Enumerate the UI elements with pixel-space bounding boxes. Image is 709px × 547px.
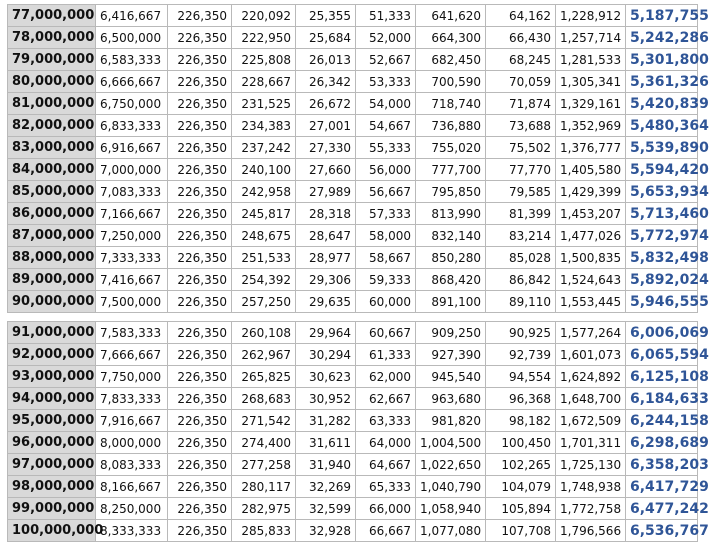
gross-amount-cell: 92,000,000 xyxy=(8,344,96,366)
value-cell: 226,350 xyxy=(168,203,232,225)
net-amount-cell: 5,420,839 xyxy=(626,93,698,115)
value-cell: 61,333 xyxy=(356,344,416,366)
value-cell: 755,020 xyxy=(416,137,486,159)
value-cell: 226,350 xyxy=(168,5,232,27)
value-cell: 27,001 xyxy=(296,115,356,137)
value-cell: 265,825 xyxy=(232,366,296,388)
value-cell: 1,405,580 xyxy=(556,159,626,181)
table-row xyxy=(8,476,698,498)
value-cell: 271,542 xyxy=(232,410,296,432)
value-cell: 718,740 xyxy=(416,93,486,115)
value-cell: 7,916,667 xyxy=(96,410,168,432)
value-cell: 225,808 xyxy=(232,49,296,71)
gross-amount-cell: 84,000,000 xyxy=(8,159,96,181)
gross-amount-cell: 82,000,000 xyxy=(8,115,96,137)
value-cell: 736,880 xyxy=(416,115,486,137)
net-amount-cell: 5,946,555 xyxy=(626,291,698,313)
value-cell: 234,383 xyxy=(232,115,296,137)
gross-amount-cell: 91,000,000 xyxy=(8,322,96,344)
value-cell: 32,269 xyxy=(296,476,356,498)
value-cell: 1,624,892 xyxy=(556,366,626,388)
net-amount-cell: 6,244,158 xyxy=(626,410,698,432)
table-row xyxy=(8,93,698,115)
value-cell: 1,648,700 xyxy=(556,388,626,410)
value-cell: 81,399 xyxy=(486,203,556,225)
value-cell: 7,083,333 xyxy=(96,181,168,203)
value-cell: 52,000 xyxy=(356,27,416,49)
value-cell: 66,667 xyxy=(356,520,416,542)
value-cell: 226,350 xyxy=(168,476,232,498)
gross-amount-cell: 98,000,000 xyxy=(8,476,96,498)
value-cell: 220,092 xyxy=(232,5,296,27)
value-cell: 28,318 xyxy=(296,203,356,225)
value-cell: 7,416,667 xyxy=(96,269,168,291)
net-amount-cell: 6,125,108 xyxy=(626,366,698,388)
value-cell: 26,342 xyxy=(296,71,356,93)
gross-amount-cell: 99,000,000 xyxy=(8,498,96,520)
net-amount-cell: 6,358,203 xyxy=(626,454,698,476)
value-cell: 813,990 xyxy=(416,203,486,225)
value-cell: 262,967 xyxy=(232,344,296,366)
value-cell: 7,250,000 xyxy=(96,225,168,247)
value-cell: 1,500,835 xyxy=(556,247,626,269)
value-cell: 927,390 xyxy=(416,344,486,366)
value-cell: 1,352,969 xyxy=(556,115,626,137)
value-cell: 226,350 xyxy=(168,247,232,269)
value-cell: 226,350 xyxy=(168,432,232,454)
table-row xyxy=(8,291,698,313)
value-cell: 700,590 xyxy=(416,71,486,93)
value-cell: 240,100 xyxy=(232,159,296,181)
value-cell: 27,989 xyxy=(296,181,356,203)
value-cell: 280,117 xyxy=(232,476,296,498)
value-cell: 226,350 xyxy=(168,454,232,476)
value-cell: 25,355 xyxy=(296,5,356,27)
value-cell: 92,739 xyxy=(486,344,556,366)
value-cell: 65,333 xyxy=(356,476,416,498)
value-cell: 64,162 xyxy=(486,5,556,27)
value-cell: 1,701,311 xyxy=(556,432,626,454)
table-row xyxy=(8,388,698,410)
net-amount-cell: 6,184,633 xyxy=(626,388,698,410)
gross-amount-cell: 97,000,000 xyxy=(8,454,96,476)
value-cell: 107,708 xyxy=(486,520,556,542)
table-row xyxy=(8,322,698,344)
value-cell: 79,585 xyxy=(486,181,556,203)
table-row xyxy=(8,5,698,27)
value-cell: 251,533 xyxy=(232,247,296,269)
value-cell: 57,333 xyxy=(356,203,416,225)
value-cell: 6,583,333 xyxy=(96,49,168,71)
value-cell: 94,554 xyxy=(486,366,556,388)
net-amount-cell: 5,187,755 xyxy=(626,5,698,27)
gross-amount-cell: 81,000,000 xyxy=(8,93,96,115)
net-amount-cell: 5,361,326 xyxy=(626,71,698,93)
value-cell: 226,350 xyxy=(168,269,232,291)
value-cell: 66,430 xyxy=(486,27,556,49)
value-cell: 31,940 xyxy=(296,454,356,476)
value-cell: 32,599 xyxy=(296,498,356,520)
value-cell: 100,450 xyxy=(486,432,556,454)
value-cell: 32,928 xyxy=(296,520,356,542)
table-row xyxy=(8,269,698,291)
net-amount-cell: 6,477,242 xyxy=(626,498,698,520)
gross-amount-cell: 83,000,000 xyxy=(8,137,96,159)
net-amount-cell: 5,772,974 xyxy=(626,225,698,247)
value-cell: 795,850 xyxy=(416,181,486,203)
value-cell: 226,350 xyxy=(168,27,232,49)
value-cell: 31,282 xyxy=(296,410,356,432)
gross-amount-cell: 95,000,000 xyxy=(8,410,96,432)
table-row xyxy=(8,366,698,388)
value-cell: 1,257,714 xyxy=(556,27,626,49)
value-cell: 226,350 xyxy=(168,388,232,410)
net-amount-cell: 5,832,498 xyxy=(626,247,698,269)
value-cell: 248,675 xyxy=(232,225,296,247)
value-cell: 60,667 xyxy=(356,322,416,344)
value-cell: 104,079 xyxy=(486,476,556,498)
gross-amount-cell: 85,000,000 xyxy=(8,181,96,203)
value-cell: 85,028 xyxy=(486,247,556,269)
value-cell: 28,977 xyxy=(296,247,356,269)
value-cell: 285,833 xyxy=(232,520,296,542)
value-cell: 1,329,161 xyxy=(556,93,626,115)
value-cell: 77,770 xyxy=(486,159,556,181)
value-cell: 945,540 xyxy=(416,366,486,388)
table-row xyxy=(8,225,698,247)
net-amount-cell: 5,539,890 xyxy=(626,137,698,159)
value-cell: 56,000 xyxy=(356,159,416,181)
value-cell: 31,611 xyxy=(296,432,356,454)
value-cell: 26,672 xyxy=(296,93,356,115)
value-cell: 98,182 xyxy=(486,410,556,432)
value-cell: 8,166,667 xyxy=(96,476,168,498)
gross-amount-cell: 79,000,000 xyxy=(8,49,96,71)
net-amount-cell: 5,892,024 xyxy=(626,269,698,291)
value-cell: 226,350 xyxy=(168,410,232,432)
gross-amount-cell: 100,000,000 xyxy=(8,520,96,542)
value-cell: 7,500,000 xyxy=(96,291,168,313)
value-cell: 260,108 xyxy=(232,322,296,344)
net-amount-cell: 5,301,800 xyxy=(626,49,698,71)
value-cell: 641,620 xyxy=(416,5,486,27)
value-cell: 226,350 xyxy=(168,93,232,115)
value-cell: 55,333 xyxy=(356,137,416,159)
table-row xyxy=(8,159,698,181)
value-cell: 1,601,073 xyxy=(556,344,626,366)
value-cell: 1,228,912 xyxy=(556,5,626,27)
value-cell: 1,748,938 xyxy=(556,476,626,498)
value-cell: 226,350 xyxy=(168,115,232,137)
value-cell: 1,577,264 xyxy=(556,322,626,344)
value-cell: 29,306 xyxy=(296,269,356,291)
value-cell: 1,453,207 xyxy=(556,203,626,225)
value-cell: 30,623 xyxy=(296,366,356,388)
value-cell: 6,833,333 xyxy=(96,115,168,137)
value-cell: 27,330 xyxy=(296,137,356,159)
value-cell: 6,500,000 xyxy=(96,27,168,49)
value-cell: 7,833,333 xyxy=(96,388,168,410)
value-cell: 7,750,000 xyxy=(96,366,168,388)
value-cell: 60,000 xyxy=(356,291,416,313)
value-cell: 1,281,533 xyxy=(556,49,626,71)
value-cell: 891,100 xyxy=(416,291,486,313)
value-cell: 83,214 xyxy=(486,225,556,247)
value-cell: 58,667 xyxy=(356,247,416,269)
gross-amount-cell: 86,000,000 xyxy=(8,203,96,225)
value-cell: 52,667 xyxy=(356,49,416,71)
value-cell: 53,333 xyxy=(356,71,416,93)
value-cell: 8,000,000 xyxy=(96,432,168,454)
value-cell: 226,350 xyxy=(168,344,232,366)
table-row xyxy=(8,203,698,225)
value-cell: 1,477,026 xyxy=(556,225,626,247)
value-cell: 242,958 xyxy=(232,181,296,203)
gross-amount-cell: 78,000,000 xyxy=(8,27,96,49)
value-cell: 868,420 xyxy=(416,269,486,291)
net-amount-cell: 5,242,286 xyxy=(626,27,698,49)
table-row xyxy=(8,520,698,542)
value-cell: 245,817 xyxy=(232,203,296,225)
value-cell: 29,635 xyxy=(296,291,356,313)
value-cell: 226,350 xyxy=(168,137,232,159)
value-cell: 7,166,667 xyxy=(96,203,168,225)
value-cell: 75,502 xyxy=(486,137,556,159)
table-row xyxy=(8,27,698,49)
value-cell: 1,429,399 xyxy=(556,181,626,203)
value-cell: 1,725,130 xyxy=(556,454,626,476)
value-cell: 29,964 xyxy=(296,322,356,344)
net-amount-cell: 5,594,420 xyxy=(626,159,698,181)
value-cell: 226,350 xyxy=(168,71,232,93)
value-cell: 26,013 xyxy=(296,49,356,71)
value-cell: 89,110 xyxy=(486,291,556,313)
value-cell: 6,416,667 xyxy=(96,5,168,27)
value-cell: 237,242 xyxy=(232,137,296,159)
table-row xyxy=(8,49,698,71)
value-cell: 7,000,000 xyxy=(96,159,168,181)
gross-amount-cell: 93,000,000 xyxy=(8,366,96,388)
value-cell: 231,525 xyxy=(232,93,296,115)
value-cell: 54,667 xyxy=(356,115,416,137)
table-row xyxy=(8,115,698,137)
value-cell: 51,333 xyxy=(356,5,416,27)
value-cell: 70,059 xyxy=(486,71,556,93)
value-cell: 226,350 xyxy=(168,181,232,203)
net-amount-cell: 6,417,729 xyxy=(626,476,698,498)
net-amount-cell: 6,006,069 xyxy=(626,322,698,344)
value-cell: 664,300 xyxy=(416,27,486,49)
net-amount-cell: 6,536,767 xyxy=(626,520,698,542)
value-cell: 909,250 xyxy=(416,322,486,344)
table-row xyxy=(8,432,698,454)
value-cell: 30,294 xyxy=(296,344,356,366)
value-cell: 6,750,000 xyxy=(96,93,168,115)
value-cell: 226,350 xyxy=(168,498,232,520)
value-cell: 102,265 xyxy=(486,454,556,476)
gross-amount-cell: 94,000,000 xyxy=(8,388,96,410)
value-cell: 90,925 xyxy=(486,322,556,344)
table-row xyxy=(8,247,698,269)
value-cell: 1,376,777 xyxy=(556,137,626,159)
value-cell: 105,894 xyxy=(486,498,556,520)
value-cell: 257,250 xyxy=(232,291,296,313)
value-cell: 63,333 xyxy=(356,410,416,432)
salary-table-1 xyxy=(7,4,709,313)
value-cell: 96,368 xyxy=(486,388,556,410)
value-cell: 8,333,333 xyxy=(96,520,168,542)
value-cell: 25,684 xyxy=(296,27,356,49)
table-row xyxy=(8,410,698,432)
net-amount-cell: 6,065,594 xyxy=(626,344,698,366)
net-amount-cell: 5,653,934 xyxy=(626,181,698,203)
value-cell: 62,000 xyxy=(356,366,416,388)
value-cell: 226,350 xyxy=(168,520,232,542)
value-cell: 226,350 xyxy=(168,159,232,181)
value-cell: 222,950 xyxy=(232,27,296,49)
gross-amount-cell: 90,000,000 xyxy=(8,291,96,313)
value-cell: 73,688 xyxy=(486,115,556,137)
value-cell: 1,553,445 xyxy=(556,291,626,313)
value-cell: 1,796,566 xyxy=(556,520,626,542)
gross-amount-cell: 88,000,000 xyxy=(8,247,96,269)
value-cell: 27,660 xyxy=(296,159,356,181)
value-cell: 62,667 xyxy=(356,388,416,410)
value-cell: 8,083,333 xyxy=(96,454,168,476)
value-cell: 59,333 xyxy=(356,269,416,291)
value-cell: 1,524,643 xyxy=(556,269,626,291)
value-cell: 8,250,000 xyxy=(96,498,168,520)
value-cell: 963,680 xyxy=(416,388,486,410)
value-cell: 1,040,790 xyxy=(416,476,486,498)
value-cell: 1,077,080 xyxy=(416,520,486,542)
value-cell: 1,058,940 xyxy=(416,498,486,520)
value-cell: 6,666,667 xyxy=(96,71,168,93)
value-cell: 1,305,341 xyxy=(556,71,626,93)
value-cell: 777,700 xyxy=(416,159,486,181)
value-cell: 56,667 xyxy=(356,181,416,203)
value-cell: 7,666,667 xyxy=(96,344,168,366)
gross-amount-cell: 80,000,000 xyxy=(8,71,96,93)
value-cell: 54,000 xyxy=(356,93,416,115)
table-row xyxy=(8,454,698,476)
value-cell: 86,842 xyxy=(486,269,556,291)
value-cell: 64,667 xyxy=(356,454,416,476)
value-cell: 58,000 xyxy=(356,225,416,247)
value-cell: 226,350 xyxy=(168,49,232,71)
value-cell: 277,258 xyxy=(232,454,296,476)
value-cell: 1,004,500 xyxy=(416,432,486,454)
table-row xyxy=(8,137,698,159)
gross-amount-cell: 77,000,000 xyxy=(8,5,96,27)
value-cell: 30,952 xyxy=(296,388,356,410)
value-cell: 66,000 xyxy=(356,498,416,520)
value-cell: 1,672,509 xyxy=(556,410,626,432)
value-cell: 68,245 xyxy=(486,49,556,71)
value-cell: 682,450 xyxy=(416,49,486,71)
table-row xyxy=(8,71,698,93)
value-cell: 226,350 xyxy=(168,291,232,313)
value-cell: 268,683 xyxy=(232,388,296,410)
gross-amount-cell: 96,000,000 xyxy=(8,432,96,454)
value-cell: 7,333,333 xyxy=(96,247,168,269)
table-row xyxy=(8,498,698,520)
net-amount-cell: 5,713,460 xyxy=(626,203,698,225)
value-cell: 274,400 xyxy=(232,432,296,454)
value-cell: 226,350 xyxy=(168,366,232,388)
value-cell: 226,350 xyxy=(168,225,232,247)
value-cell: 226,350 xyxy=(168,322,232,344)
value-cell: 28,647 xyxy=(296,225,356,247)
value-cell: 850,280 xyxy=(416,247,486,269)
value-cell: 71,874 xyxy=(486,93,556,115)
value-cell: 7,583,333 xyxy=(96,322,168,344)
value-cell: 832,140 xyxy=(416,225,486,247)
value-cell: 228,667 xyxy=(232,71,296,93)
value-cell: 981,820 xyxy=(416,410,486,432)
net-amount-cell: 5,480,364 xyxy=(626,115,698,137)
value-cell: 1,772,758 xyxy=(556,498,626,520)
value-cell: 6,916,667 xyxy=(96,137,168,159)
value-cell: 1,022,650 xyxy=(416,454,486,476)
value-cell: 282,975 xyxy=(232,498,296,520)
net-amount-cell: 6,298,689 xyxy=(626,432,698,454)
gross-amount-cell: 87,000,000 xyxy=(8,225,96,247)
value-cell: 254,392 xyxy=(232,269,296,291)
value-cell: 64,000 xyxy=(356,432,416,454)
table-row xyxy=(8,181,698,203)
salary-table-2 xyxy=(7,321,709,542)
table-row xyxy=(8,344,698,366)
gross-amount-cell: 89,000,000 xyxy=(8,269,96,291)
